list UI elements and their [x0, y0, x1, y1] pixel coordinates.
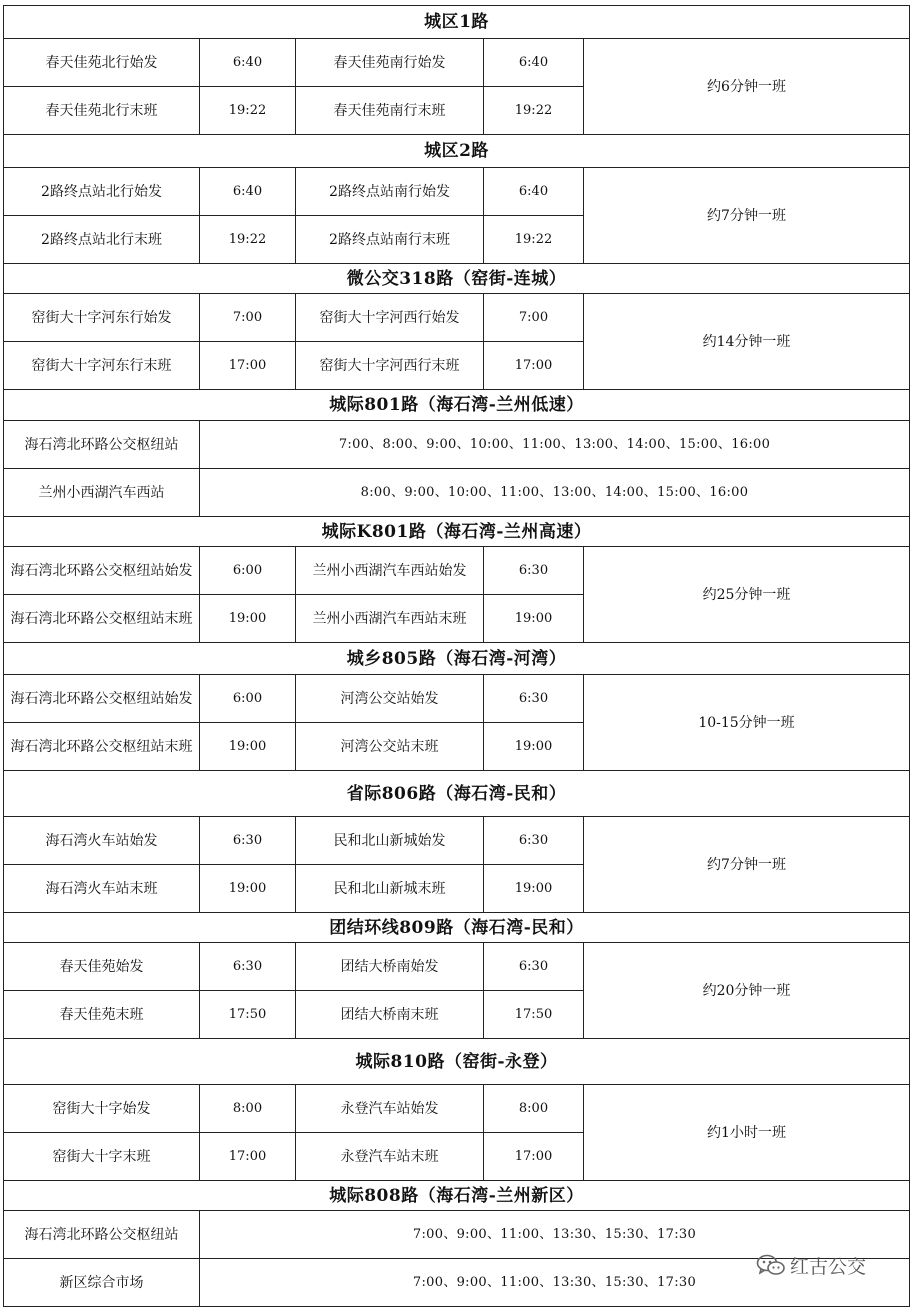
schedule-row	[4, 547, 910, 595]
interval: 10-15分钟一班	[584, 675, 910, 771]
schedule-row	[4, 943, 910, 991]
time-b: 19:00	[484, 865, 584, 913]
stop-name-a: 海石湾火车站始发	[4, 817, 200, 865]
stop-name-a: 2路终点站北行始发	[4, 168, 200, 216]
time-a: 6:40	[200, 168, 296, 216]
time-a: 17:00	[200, 1133, 296, 1181]
time-b: 19:22	[484, 87, 584, 135]
time-a: 7:00	[200, 294, 296, 342]
stop-name-a: 窑街大十字末班	[4, 1133, 200, 1181]
stop-name: 新区综合市场	[4, 1259, 200, 1307]
time-a: 19:00	[200, 723, 296, 771]
time-a: 6:00	[200, 675, 296, 723]
time-b: 17:50	[484, 991, 584, 1039]
route-title-row	[4, 135, 910, 168]
time-a: 6:00	[200, 547, 296, 595]
route-title-row	[4, 1181, 910, 1211]
route-title: 城际810路（窑街-永登）	[4, 1039, 910, 1085]
interval: 约14分钟一班	[584, 294, 910, 390]
time-a: 6:40	[200, 39, 296, 87]
bus-schedule-table	[3, 5, 910, 1307]
stop-name-b: 团结大桥南末班	[296, 991, 484, 1039]
interval: 约7分钟一班	[584, 168, 910, 264]
route-title: 城际K801路（海石湾-兰州高速）	[4, 517, 910, 547]
stop-name-a: 海石湾北环路公交枢纽站始发	[4, 547, 200, 595]
schedule-row	[4, 294, 910, 342]
stop-name-a: 春天佳苑始发	[4, 943, 200, 991]
stop-name-a: 2路终点站北行末班	[4, 216, 200, 264]
stop-name-a: 海石湾北环路公交枢纽站末班	[4, 595, 200, 643]
schedule-row	[4, 817, 910, 865]
time-b: 7:00	[484, 294, 584, 342]
stop-name-b: 永登汽车站末班	[296, 1133, 484, 1181]
stop-name-a: 海石湾火车站末班	[4, 865, 200, 913]
time-b: 6:30	[484, 675, 584, 723]
route-title: 城际801路（海石湾-兰州低速）	[4, 390, 910, 421]
route-title: 城区2路	[4, 135, 910, 168]
stop-name-b: 永登汽车站始发	[296, 1085, 484, 1133]
route-title: 省际806路（海石湾-民和）	[4, 771, 910, 817]
stop-name: 海石湾北环路公交枢纽站	[4, 421, 200, 469]
time-b: 6:30	[484, 943, 584, 991]
stop-name-b: 2路终点站南行始发	[296, 168, 484, 216]
interval: 约7分钟一班	[584, 817, 910, 913]
watermark-text: 红古公交	[790, 1255, 867, 1278]
stop-name-b: 河湾公交站始发	[296, 675, 484, 723]
stop-name-a: 窑街大十字始发	[4, 1085, 200, 1133]
time-b: 19:00	[484, 723, 584, 771]
time-a: 19:00	[200, 595, 296, 643]
route-title-row	[4, 264, 910, 294]
route-title-row	[4, 771, 910, 817]
stop-name-b: 窑街大十字河西行始发	[296, 294, 484, 342]
interval: 约6分钟一班	[584, 39, 910, 135]
wechat-icon	[756, 1253, 786, 1277]
stop-name-a: 海石湾北环路公交枢纽站始发	[4, 675, 200, 723]
time-a: 19:00	[200, 865, 296, 913]
stop-name-b: 窑街大十字河西行末班	[296, 342, 484, 390]
route-title: 团结环线809路（海石湾-民和）	[4, 913, 910, 943]
time-b: 19:00	[484, 595, 584, 643]
stop-name-a: 窑街大十字河东行末班	[4, 342, 200, 390]
departure-times: 7:00、9:00、11:00、13:30、15:30、17:30	[200, 1211, 910, 1259]
schedule-row	[4, 39, 910, 87]
time-b: 6:40	[484, 168, 584, 216]
route-title-row	[4, 517, 910, 547]
schedule-row	[4, 421, 910, 469]
stop-name-b: 春天佳苑南行始发	[296, 39, 484, 87]
schedule-row	[4, 168, 910, 216]
interval: 约25分钟一班	[584, 547, 910, 643]
stop-name-b: 兰州小西湖汽车西站始发	[296, 547, 484, 595]
interval: 约20分钟一班	[584, 943, 910, 1039]
time-a: 6:30	[200, 817, 296, 865]
time-a: 17:50	[200, 991, 296, 1039]
schedule-row	[4, 469, 910, 517]
stop-name-a: 春天佳苑北行末班	[4, 87, 200, 135]
time-a: 6:30	[200, 943, 296, 991]
route-title: 城际808路（海石湾-兰州新区）	[4, 1181, 910, 1211]
stop-name-b: 兰州小西湖汽车西站末班	[296, 595, 484, 643]
time-b: 17:00	[484, 342, 584, 390]
stop-name-b: 民和北山新城末班	[296, 865, 484, 913]
interval: 约1小时一班	[584, 1085, 910, 1181]
departure-times: 7:00、9:00、11:00、13:30、15:30、17:30	[200, 1259, 910, 1307]
route-title: 城乡805路（海石湾-河湾）	[4, 643, 910, 675]
route-title-row	[4, 6, 910, 39]
watermark	[756, 1252, 866, 1278]
time-b: 6:30	[484, 547, 584, 595]
time-b: 6:30	[484, 817, 584, 865]
time-b: 8:00	[484, 1085, 584, 1133]
time-b: 19:22	[484, 216, 584, 264]
stop-name: 兰州小西湖汽车西站	[4, 469, 200, 517]
time-a: 19:22	[200, 216, 296, 264]
time-b: 6:40	[484, 39, 584, 87]
stop-name-b: 春天佳苑南行末班	[296, 87, 484, 135]
route-title: 微公交318路（窑街-连城）	[4, 264, 910, 294]
route-title-row	[4, 913, 910, 943]
route-title-row	[4, 390, 910, 421]
stop-name-b: 团结大桥南始发	[296, 943, 484, 991]
departure-times: 7:00、8:00、9:00、10:00、11:00、13:00、14:00、15:00、16:00	[200, 421, 910, 469]
stop-name-b: 民和北山新城始发	[296, 817, 484, 865]
stop-name-b: 2路终点站南行末班	[296, 216, 484, 264]
route-title-row	[4, 643, 910, 675]
stop-name-a: 海石湾北环路公交枢纽站末班	[4, 723, 200, 771]
time-a: 17:00	[200, 342, 296, 390]
route-title: 城区1路	[4, 6, 910, 39]
stop-name-a: 春天佳苑末班	[4, 991, 200, 1039]
schedule-row	[4, 1085, 910, 1133]
stop-name-b: 河湾公交站末班	[296, 723, 484, 771]
time-a: 8:00	[200, 1085, 296, 1133]
time-b: 17:00	[484, 1133, 584, 1181]
route-title-row	[4, 1039, 910, 1085]
stop-name: 海石湾北环路公交枢纽站	[4, 1211, 200, 1259]
time-a: 19:22	[200, 87, 296, 135]
stop-name-a: 春天佳苑北行始发	[4, 39, 200, 87]
schedule-row	[4, 675, 910, 723]
departure-times: 8:00、9:00、10:00、11:00、13:00、14:00、15:00、16:00	[200, 469, 910, 517]
stop-name-a: 窑街大十字河东行始发	[4, 294, 200, 342]
